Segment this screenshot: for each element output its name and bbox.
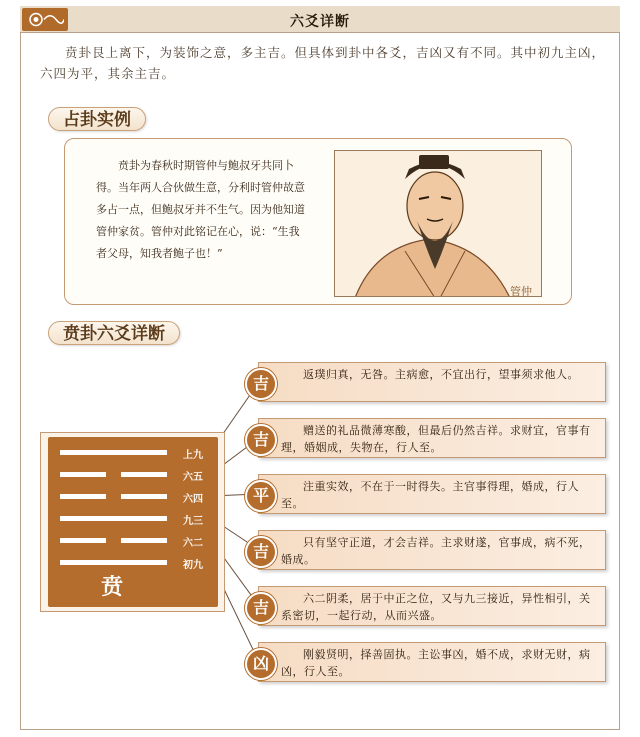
line-liu-si-right [121, 494, 167, 499]
verdict-mark: 平 [245, 480, 277, 512]
section-title-example: 占卦实例 [48, 107, 146, 131]
hexagram-name: 贲 [100, 575, 123, 600]
line-shang-jiu [60, 450, 167, 455]
line-liu-si-left [60, 494, 106, 499]
line-label: 六五 [183, 472, 203, 483]
line-liu-wu-right [121, 472, 167, 477]
line-label: 上九 [183, 450, 203, 461]
verdict-mark: 吉 [245, 424, 277, 456]
line-liu-wu-left [60, 472, 106, 477]
verdict-text: 刚毅贤明，择善固执。主讼事凶，婚不成，求财无财，病凶，行人至。 [258, 642, 606, 682]
line-chu-jiu [60, 560, 167, 565]
line-liu-er-left [60, 538, 106, 543]
page-title: 六爻详断 [290, 14, 350, 30]
line-liu-er-right [121, 538, 167, 543]
verdict-text: 注重实效，不在于一时得失。主官事得理，婚成，行人至。 [258, 474, 606, 514]
verdict-text: 返璞归真，无咎。主病愈，不宜出行，望事须求他人。 [258, 362, 606, 402]
line-label: 初九 [183, 560, 203, 571]
line-label: 六二 [183, 538, 203, 549]
line-label: 九三 [183, 516, 203, 527]
verdict-text: 只有坚守正道，才会吉祥。主求财遂，官事成，病不死，婚成。 [258, 530, 606, 570]
verdict-text: 赠送的礼品微薄寒酸，但最后仍然吉祥。求财宜，官事有理，婚姻成，失物在，行人至。 [258, 418, 606, 458]
line-jiu-san [60, 516, 167, 521]
example-text: 贲卦为春秋时期管仲与鲍叔牙共同卜得。当年两人合伙做生意，分利时管仲故意多占一点，但鲍叔牙并不生气。因为他知道管仲家贫。管仲对此铭记在心，说：“生我者父母，知我者鲍子也！” [96, 159, 305, 260]
verdict-text: 六二阴柔，居于中正之位，又与九三接近，异性相引，关系密切，一起行动，从而兴盛。 [258, 586, 606, 626]
verdict-mark: 吉 [245, 368, 277, 400]
verdict-mark: 吉 [245, 592, 277, 624]
verdict-mark: 凶 [245, 648, 277, 680]
verdict-mark: 吉 [245, 536, 277, 568]
section-title-detail: 贲卦六爻详断 [48, 321, 180, 345]
portrait-caption: 管仲 [510, 285, 532, 298]
line-label: 六四 [183, 494, 203, 505]
intro-paragraph: 贲卦艮上离下，为装饰之意，多主吉。但具体到卦中各爻，吉凶又有不同。其中初九主凶，六四为平，其余主吉。 [40, 45, 606, 81]
